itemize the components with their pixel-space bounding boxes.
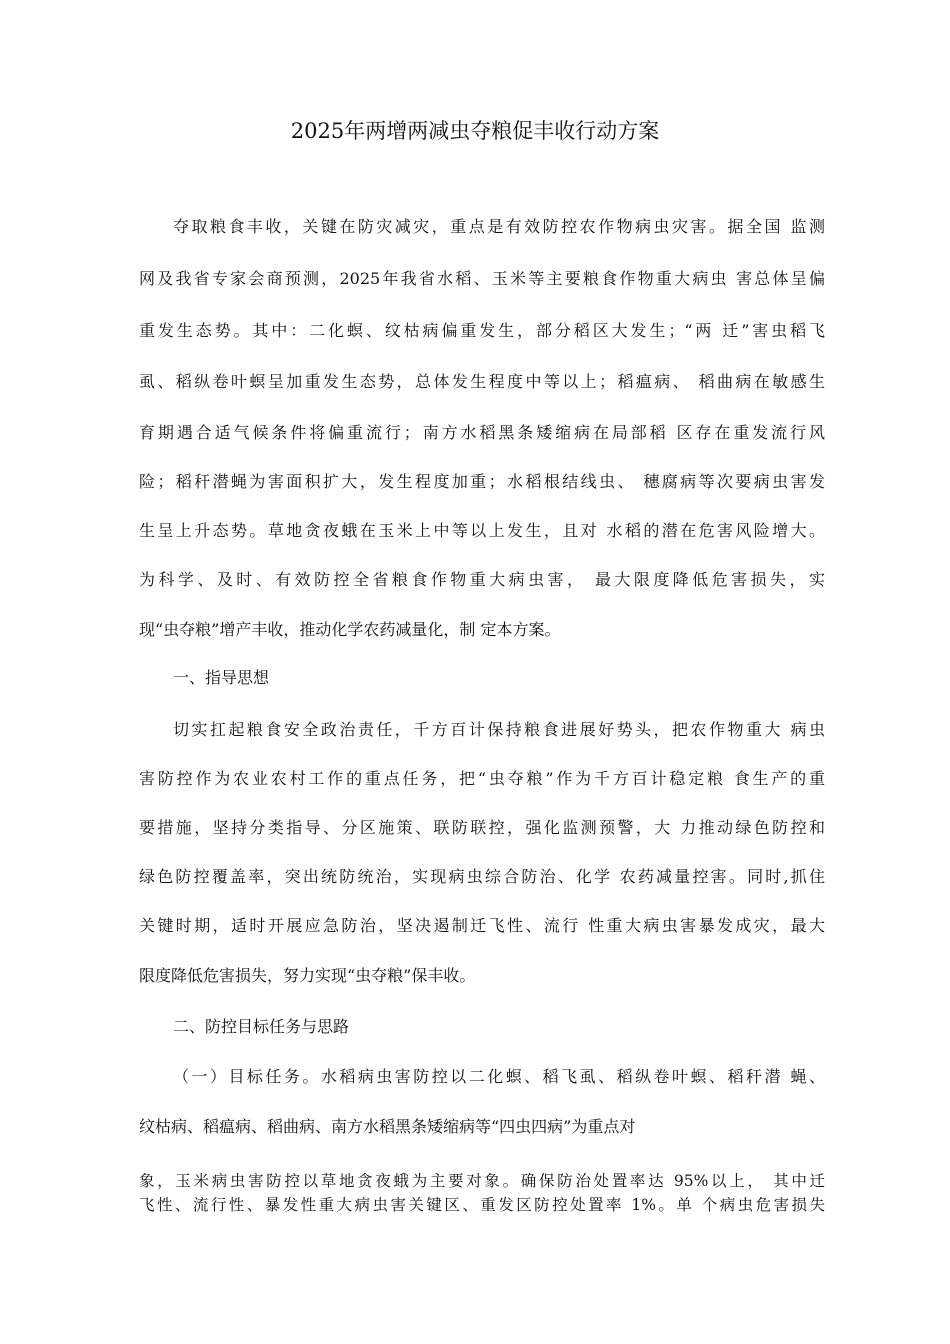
paragraph-line: 飞性、流行性、暴发性重大病虫害关键区、重发区防控处置率 1%。单 个病虫危害损失 — [139, 1196, 825, 1214]
section-heading: 一、指导思想 — [173, 668, 270, 687]
paragraph-line: 重发生态势。其中：二化螟、纹枯病偏重发生，部分稻区大发生；“两 迁”害虫稻飞 — [139, 321, 825, 340]
paragraph-line: 险；稻秆潜蝇为害面积扩大，发生程度加重；水稻根结线虫、 穗腐病等次要病虫害发 — [139, 472, 825, 491]
paragraph-line: 虱、稻纵卷叶螟呈加重发生态势，总体发生程度中等以上；稻瘟病、 稻曲病在敏感生 — [139, 372, 825, 391]
paragraph-line: 限度降低危害损失，努力实现“虫夺粮”保丰收。 — [139, 966, 476, 985]
paragraph-line: 纹枯病、稻瘟病、稻曲病、南方水稻黑条矮缩病等“四虫四病”为重点对 — [139, 1117, 636, 1136]
paragraph-line: 网及我省专家会商预测，2025年我省水稻、玉米等主要粮食作物重大病虫 害总体呈偏 — [139, 269, 825, 288]
paragraph-line: 夺取粮食丰收，关键在防灾减灾，重点是有效防控农作物病虫灾害。据全国 监测 — [173, 217, 825, 236]
paragraph-line: 绿色防控覆盖率，突出统防统治，实现病虫综合防治、化学 农药减量控害。同时,抓住 — [139, 867, 825, 886]
paragraph-line: 象，玉米病虫害防控以草地贪夜蛾为主要对象。确保防治处置率达 95%以上， 其中迁 — [139, 1172, 825, 1190]
paragraph-line: 育期遇合适气候条件将偏重流行；南方水稻黑条矮缩病在局部稻 区存在重发流行风 — [139, 423, 825, 442]
section-heading: 二、防控目标任务与思路 — [173, 1017, 350, 1036]
paragraph-line: 切实扛起粮食安全政治责任，千方百计保持粮食进展好势头，把农作物重大 病虫 — [173, 720, 825, 739]
paragraph-line: 为科学、及时、有效防控全省粮食作物重大病虫害， 最大限度降低危害损失，实 — [139, 570, 825, 589]
paragraph-line: 害防控作为农业农村工作的重点任务，把“虫夺粮”作为千方百计稳定粮 食生产的重 — [139, 769, 825, 788]
paragraph-line: 要措施，坚持分类指导、分区施策、联防联控，强化监测预警，大 力推动绿色防控和 — [139, 818, 825, 837]
paragraph-line: 生呈上升态势。草地贪夜蛾在玉米上中等以上发生，且对 水稻的潜在危害风险增大。 — [139, 521, 825, 540]
paragraph-line: 现“虫夺粮”增产丰收，推动化学农药减量化，制 定本方案。 — [139, 620, 561, 639]
document-title: 2025年两增两减虫夺粮促丰收行动方案 — [290, 119, 660, 143]
paragraph-line: 关键时期，适时开展应急防治，坚决遏制迁飞性、流行 性重大病虫害暴发成灾，最大 — [139, 916, 825, 935]
paragraph-line: （一）目标任务。水稻病虫害防控以二化螟、稻飞虱、稻纵卷叶螟、稻秆潜 蝇、 — [173, 1067, 825, 1086]
